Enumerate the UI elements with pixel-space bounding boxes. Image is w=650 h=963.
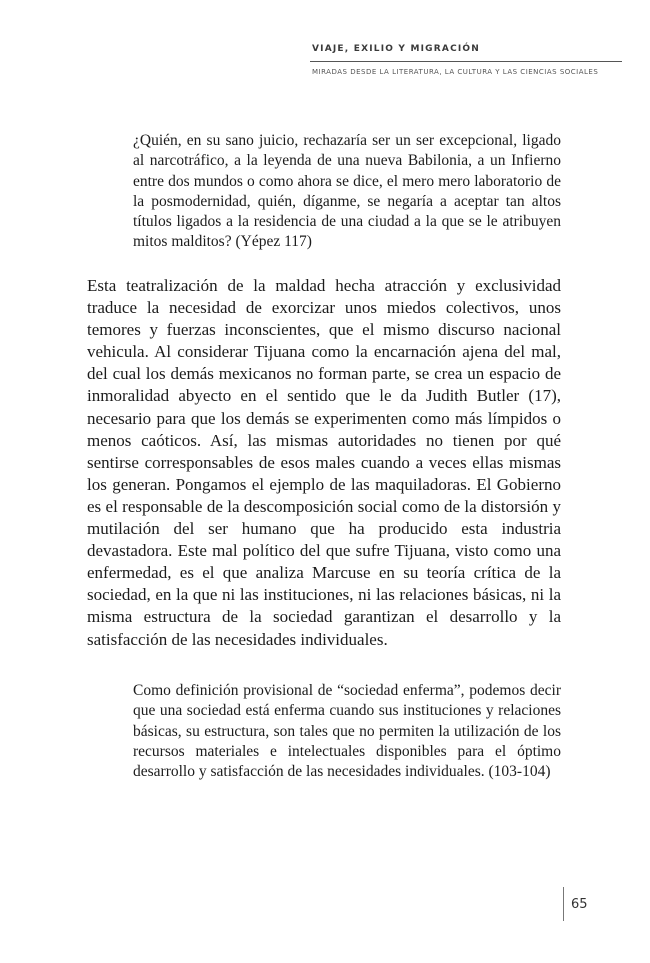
header-rule bbox=[310, 61, 622, 62]
block-quote-marcuse: Como definición provisional de “sociedad enferma”, podemos decir que una sociedad está enferma cuando sus instituciones y relaciones básicas, su estructura, son tales que no permiten la utilización de los recursos materiales e intelectuales disponibles para el óptimo desarrollo y satisfacción de las necesidades individuales. (103-104) bbox=[133, 682, 561, 781]
block-quote-yepez: ¿Quién, en su sano juicio, rechazaría ser un ser excepcional, ligado al narcotráfico, a la leyenda de una nueva Babilonia, a un Infierno entre dos mundos o como ahora se dice, el mero mero laboratorio de la posmodernidad, quién, díganme, se negaría a aceptar tan altos títulos ligados a la residencia de una ciudad a la que se le atribuyen mitos malditos? (Yépez 117) bbox=[133, 132, 561, 251]
running-header-title: VIAJE, EXILIO Y MIGRACIÓN bbox=[312, 44, 481, 54]
running-header bbox=[312, 44, 622, 76]
running-header-subtitle: MIRADAS DESDE LA LITERATURA, LA CULTURA Y LAS CIENCIAS SOCIALES bbox=[312, 68, 599, 76]
body-paragraph: Esta teatralización de la maldad hecha atracción y exclusividad traduce la necesidad de exorcizar unos miedos colectivos, unos temores y fuerzas inconscientes, que el mismo discurso nacional vehicula. Al considerar Tijuana como la encarnación ajena del mal, del cual los demás mexicanos no forman parte, se crea un espacio de inmoralidad abyecto en el sentido que le da Judith Butler (17), necesario para que los demás se experimenten como más límpidos o menos caóticos. Así, las mismas autoridades no tienen por qué sentirse corresponsables de esos males cuando a veces ellas mismas los generan. Pongamos el ejemplo de las maquiladoras. El Gobierno es el responsable de la descomposición social como de la distorsión y mutilación del ser humano que ha producido esta industria devastadora. Este mal político del que sufre Tijuana, visto como una enfermedad, es el que analiza Marcuse en su teoría crítica de la sociedad, en la que ni las instituciones, ni las relaciones básicas, ni la misma estructura de la sociedad garantizan el desarrollo y la satisfacción de las necesidades individuales. bbox=[87, 276, 561, 649]
folio-rule bbox=[563, 887, 564, 921]
page-number: 65 bbox=[571, 897, 588, 912]
